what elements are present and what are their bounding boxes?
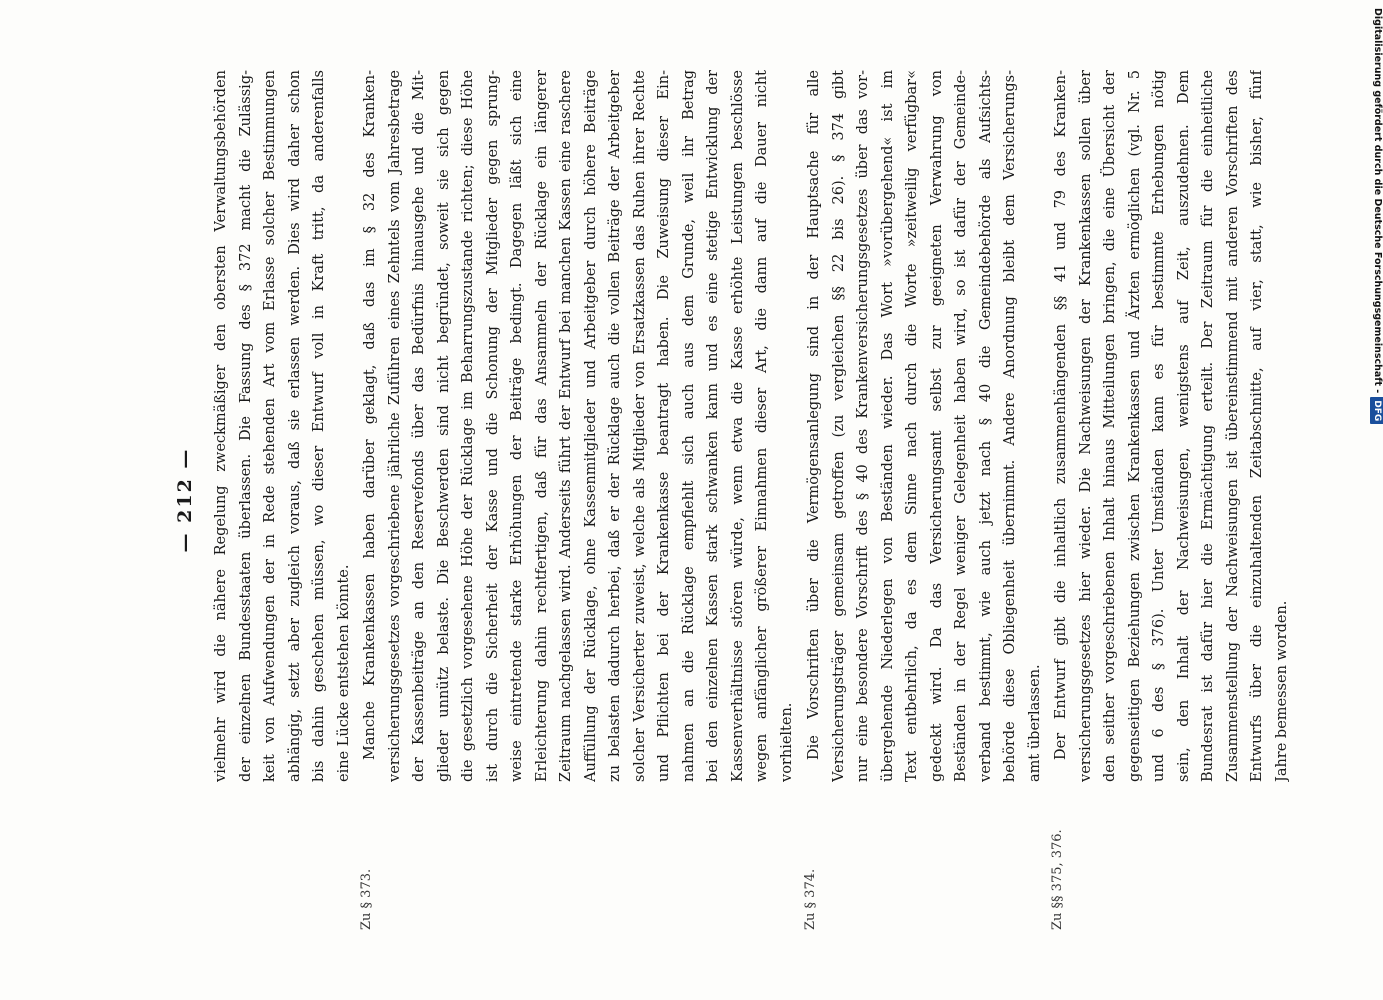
text-line: Beständen in der Regel weniger Gelegenheit haben wird, so ist dafür der Gemeinde-	[953, 70, 969, 782]
text-line: weise eintretende starke Erhöhungen der Beiträge bedingt. Dagegen läßt sich eine	[509, 70, 525, 782]
text-line: ist durch die Sicherheit der Kasse und die Schonung der Mitglieder gegen sprung-	[484, 70, 501, 782]
dfg-logo: DFG	[1370, 397, 1383, 424]
intro-body	[209, 70, 356, 782]
section-body	[1049, 70, 1294, 782]
text-line: bei den einzelnen Kassen stark schwanken kann und es eine stetige Entwicklung der	[705, 70, 721, 782]
text-line: gedeckt wird. Da das Versicherungsamt selbst zur geeigneten Verwahrung von	[928, 70, 945, 782]
text-line: amt überlassen.	[1026, 664, 1043, 782]
text-line: die gesetzlich vorgesehene Höhe der Rücklage im Beharrungszustande richten; diese Höhe	[460, 70, 476, 782]
text-line: und 6 des § 376). Unter Umständen kann es für bestimmte Erhebungen nötig	[1151, 70, 1167, 782]
text-line: wegen anfänglicher größerer Einnahmen dieser Art, die dann auf die Dauer nicht	[754, 70, 770, 782]
text-line: versicherungsgesetzes hier wieder. Die Nachweisungen der Krankenkassen sollen über	[1077, 70, 1094, 782]
digitization-credit-sidebar	[1369, 8, 1383, 992]
rotated-page-content	[165, 70, 1290, 930]
text-line: behörde diese Obliegenheit übernimmt. Andere Anordnung bleibt dem Versicherungs-	[1002, 70, 1018, 782]
text-line: Die Vorschriften über die Vermögensanlegung sind in der Hauptsache für alle	[806, 70, 822, 760]
text-line: Bundesrat ist dafür hier die Ermächtigung erteilt. Der Zeitraum für die einheitliche	[1200, 70, 1216, 782]
text-line: Manche Krankenkassen haben darüber geklagt, daß das im § 32 des Kranken-	[362, 70, 378, 760]
text-line: Zusammenstellung der Nachweisungen ist übereinstimmend mit anderen Vorschriften des	[1224, 70, 1241, 782]
text-line: der einzelnen Bundesstaaten überlassen. Die Fassung des § 372 macht die Zulässig-	[237, 70, 254, 782]
text-line: Jahre bemessen worden.	[1273, 600, 1290, 782]
page-number: — 212 —	[174, 447, 196, 553]
text-line: übergehende Niederlegen von Beständen wieder. Das Wort »vorübergehend« ist im	[879, 70, 896, 782]
text-line: und Pflichten bei der Krankenkasse beantragt haben. Die Zuweisung dieser Ein-	[656, 70, 672, 782]
section-body	[802, 70, 1047, 782]
text-line: Der Entwurf gibt die inhaltlich zusammenhängenden §§ 41 und 79 des Kranken-	[1053, 70, 1069, 760]
text-line: keit von Aufwendungen der in Rede stehenden Art vom Erlasse solcher Bestimmungen	[262, 70, 278, 782]
text-line: gegenseitigen Beziehungen zwischen Krankenkassen und Ärzten ermöglichen (vgl. Nr. 5	[1126, 70, 1143, 782]
text-line: sein, den Inhalt der Nachweisungen, wenigstens auf Zeit, auszudehnen. Dem	[1175, 70, 1192, 782]
text-line: nahmen an die Rücklage empfiehlt sich auch aus dem Grunde, weil ihr Betrag	[680, 70, 697, 782]
section-label: Zu § 373.	[359, 868, 374, 930]
text-line: versicherungsgesetzes vorgeschriebene jährliche Zuführen eines Zehntels vom Jahresbetrage	[386, 70, 403, 782]
text-line: Entwurfs über die einzuhaltenden Zeitabschnitte, auf vier, statt, wie bisher, fünf	[1249, 70, 1265, 782]
text-line: verband bestimmt, wie auch jetzt nach § 40 die Gemeindebehörde als Aufsichts-	[977, 70, 994, 782]
text-line: Versicherungsträger gemeinsam getroffen (zu vergleichen §§ 22 bis 26). § 374 gibt	[830, 70, 847, 782]
section-label: Zu §§ 375, 376.	[1050, 829, 1065, 930]
text-line: Zeitraum nachgelassen wird. Anderseits führt der Entwurf bei manchen Kassen eine raschere	[558, 70, 574, 782]
text-line: vielmehr wird die nähere Regelung zweckmäßiger den obersten Verwaltungsbehörden	[213, 70, 229, 782]
text-line: eine Lücke entstehen könnte.	[335, 564, 352, 782]
section-body	[358, 70, 799, 782]
text-line: nur eine besondere Vorschrift des § 40 des Krankenversicherungsgesetzes über das vor-	[855, 70, 871, 782]
text-line: solcher Versicherter zuweist, welche als Mitglieder von Ersatzkassen das Ruhen ihrer Rechte	[631, 70, 648, 782]
section-label: Zu § 374.	[803, 868, 818, 930]
text-line: vorhielten.	[778, 702, 795, 782]
text-line: Auffüllung der Rücklage, ohne Kassenmitglieder und Arbeitgeber durch höhere Beiträge	[582, 70, 599, 782]
text-line: Kassenverhältnisse stören würde, wenn etwa die Kasse erhöhte Leistungen beschlösse	[729, 70, 746, 782]
text-line: der Kassenbeiträge an den Reservefonds über das Bedürfnis hinausgehe und die Mit-	[411, 70, 427, 782]
text-line: abhängig, setzt aber zugleich voraus, daß sie erlassen werden. Dies wird daher schon	[286, 70, 303, 782]
text-line: zu belasten dadurch herbei, daß er der Rücklage auch die vollen Beiträge der Arbeitgeber	[607, 70, 623, 782]
text-line: den seither vorgeschriebenen Inhalt hinaus Mitteilungen bringen, die eine Übersicht der	[1102, 70, 1118, 782]
text-line: glieder unnütz belaste. Die Beschwerden sind nicht begründet, soweit sie sich gegen	[435, 70, 452, 782]
text-line: Text entbehrlich, da es dem Sinne nach durch die Worte »zeitweilig verfügbar«	[904, 70, 920, 782]
text-line: bis dahin geschehen müssen, wo dieser Entwurf voll in Kraft tritt, da anderenfalls	[311, 70, 327, 782]
text-line: Erleichterung dahin rechtfertigen, daß für das Ansammeln der Rücklage ein längerer	[533, 70, 550, 782]
credit-text: Digitalisierung gefördert durch die Deutsche Forschungsgemeinschaft -	[1372, 8, 1383, 394]
credit-line	[1369, 8, 1383, 992]
